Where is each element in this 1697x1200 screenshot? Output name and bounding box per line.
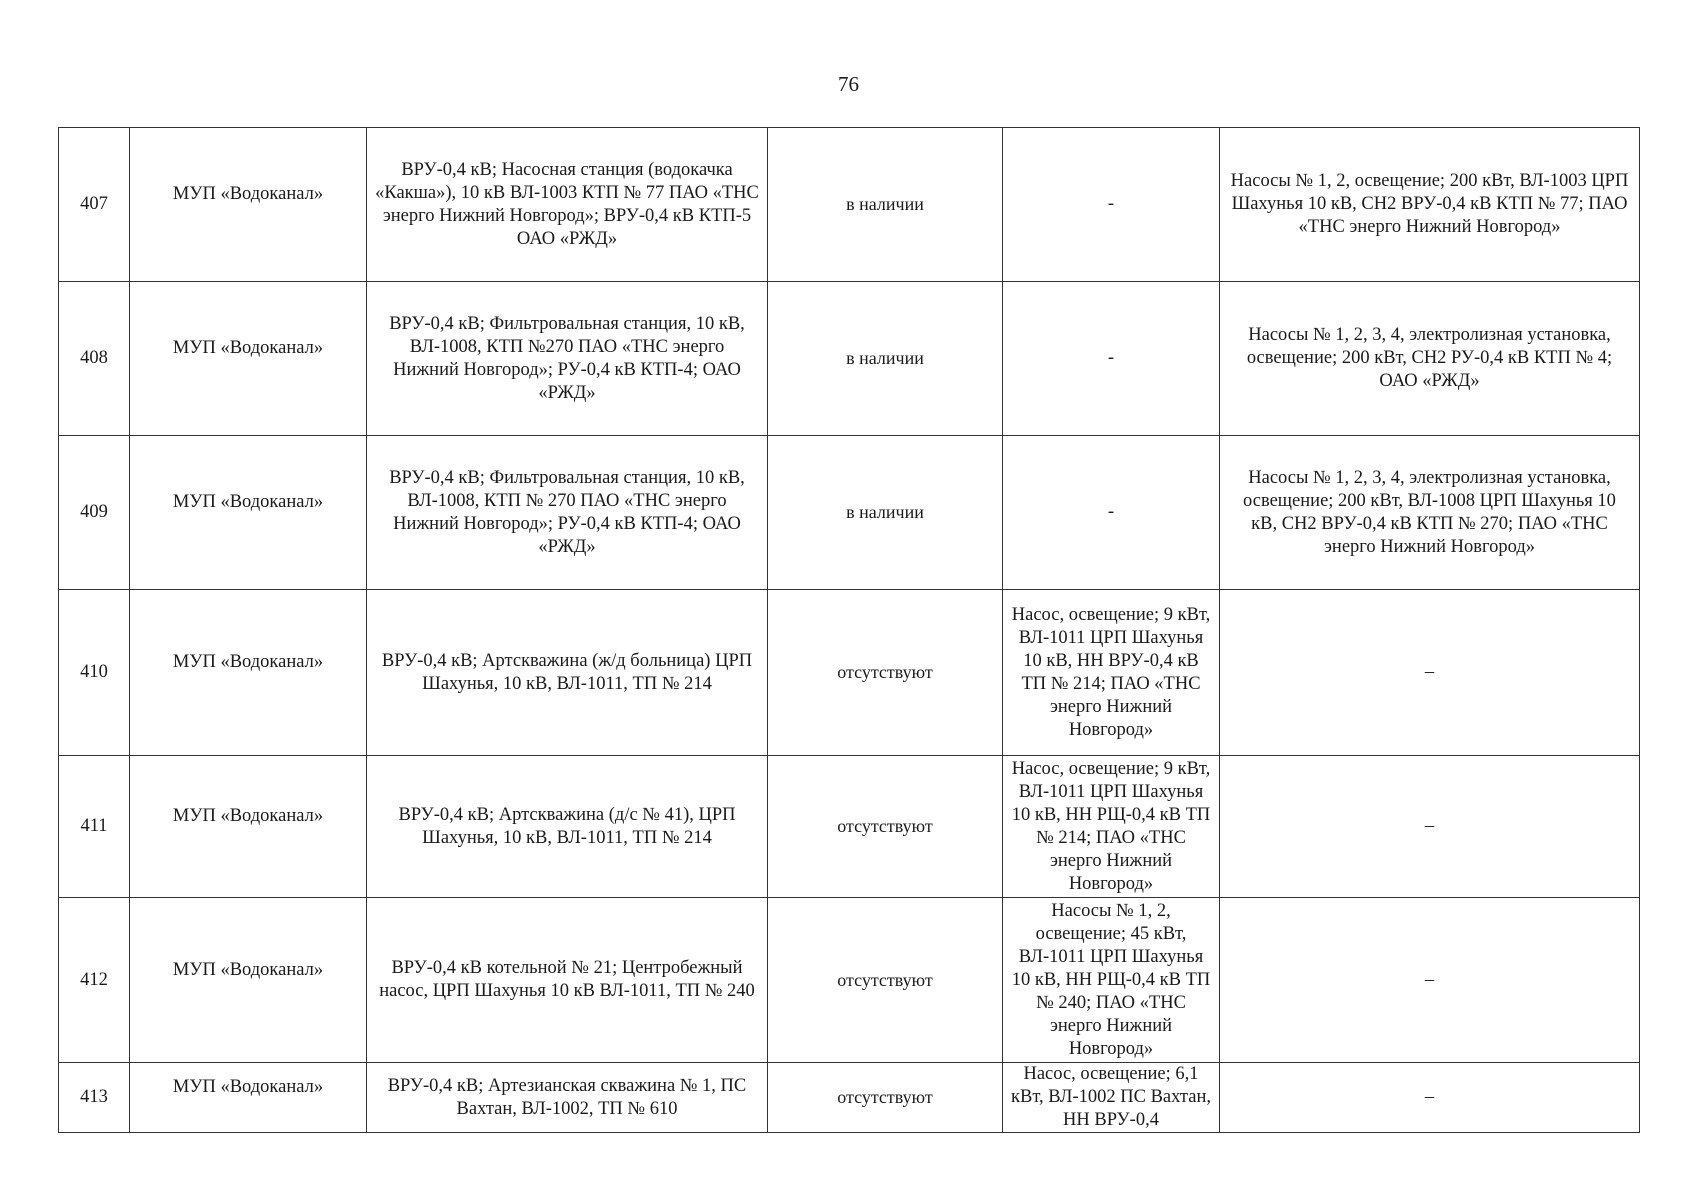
equipment-cell: Насос, освещение; 6,1 кВт, ВЛ-1002 ПС Вахтан, НН ВРУ-0,4 [1003,1063,1220,1133]
table-row [59,1063,1640,1133]
table-row [59,128,1640,282]
organization-name: МУП «Водоканал» [172,806,324,826]
organization-cell [130,756,367,898]
organization-name: МУП «Водоканал» [172,1077,324,1097]
object-cell: ВРУ-0,4 кВ; Фильтровальная станция, 10 кВ, ВЛ-1008, КТП № 270 ПАО «ТНС энерго Нижний Новгород»; РУ-0,4 кВ КТП-4; ОАО «РЖД» [367,436,768,590]
organization-cell [130,590,367,756]
equipment-cell: Насос, освещение; 9 кВт, ВЛ-1011 ЦРП Шахунья 10 кВ, НН ВРУ-0,4 кВ ТП № 214; ПАО «ТНС энерго Нижний Новгород» [1003,590,1220,756]
organization-cell [130,282,367,436]
status-cell: в наличии [768,436,1003,590]
equipment-cell: Насосы № 1, 2, освещение; 45 кВт, ВЛ-1011 ЦРП Шахунья 10 кВ, НН РЩ-0,4 кВ ТП № 240; ПАО «ТНС энерго Нижний Новгород» [1003,898,1220,1063]
row-number: 409 [59,436,130,590]
equipment-cell-alt: – [1220,898,1640,1063]
table-row [59,436,1640,590]
equipment-cell-alt: Насосы № 1, 2, 3, 4, электролизная установка, освещение; 200 кВт, СН2 РУ-0,4 кВ КТП № 4; ОАО «РЖД» [1220,282,1640,436]
row-number: 411 [59,756,130,898]
equipment-cell-alt: – [1220,756,1640,898]
equipment-cell-alt: Насосы № 1, 2, 3, 4, электролизная установка, освещение; 200 кВт, ВЛ-1008 ЦРП Шахунья 10 кВ, СН2 ВРУ-0,4 кВ КТП № 270; ПАО «ТНС энерго Нижний Новгород» [1220,436,1640,590]
organization-name: МУП «Водоканал» [172,184,324,204]
table-row [59,898,1640,1063]
row-number: 407 [59,128,130,282]
equipment-cell-alt: Насосы № 1, 2, освещение; 200 кВт, ВЛ-1003 ЦРП Шахунья 10 кВ, СН2 ВРУ-0,4 кВ КТП № 77; ПАО «ТНС энерго Нижний Новгород» [1220,128,1640,282]
equipment-cell: Насос, освещение; 9 кВт, ВЛ-1011 ЦРП Шахунья 10 кВ, НН РЩ-0,4 кВ ТП № 214; ПАО «ТНС энерго Нижний Новгород» [1003,756,1220,898]
organization-name: МУП «Водоканал» [172,338,324,358]
equipment-cell: - [1003,128,1220,282]
equipment-cell: - [1003,282,1220,436]
page-number: 76 [838,72,859,96]
status-cell: отсутствуют [768,1063,1003,1133]
organization-cell [130,1063,367,1133]
row-number: 413 [59,1063,130,1133]
table-row [59,590,1640,756]
table-row [59,756,1640,898]
object-cell: ВРУ-0,4 кВ; Фильтровальная станция, 10 кВ, ВЛ-1008, КТП №270 ПАО «ТНС энерго Нижний Новгород»; РУ-0,4 кВ КТП-4; ОАО «РЖД» [367,282,768,436]
row-number: 410 [59,590,130,756]
table-row [59,282,1640,436]
status-cell: отсутствуют [768,590,1003,756]
object-cell: ВРУ-0,4 кВ; Насосная станция (водокачка «Какша»), 10 кВ ВЛ-1003 КТП № 77 ПАО «ТНС энерго Нижний Новгород»; ВРУ-0,4 кВ КТП-5 ОАО «РЖД» [367,128,768,282]
equipment-cell-alt: – [1220,1063,1640,1133]
organization-name: МУП «Водоканал» [172,652,324,672]
status-cell: в наличии [768,282,1003,436]
object-cell: ВРУ-0,4 кВ; Артезианская скважина № 1, ПС Вахтан, ВЛ-1002, ТП № 610 [367,1063,768,1133]
object-cell: ВРУ-0,4 кВ; Артскважина (ж/д больница) ЦРП Шахунья, 10 кВ, ВЛ-1011, ТП № 214 [367,590,768,756]
object-cell: ВРУ-0,4 кВ котельной № 21; Центробежный насос, ЦРП Шахунья 10 кВ ВЛ-1011, ТП № 240 [367,898,768,1063]
status-cell: отсутствуют [768,898,1003,1063]
status-cell: в наличии [768,128,1003,282]
status-cell: отсутствуют [768,756,1003,898]
equipment-cell: - [1003,436,1220,590]
organization-cell [130,436,367,590]
organization-cell [130,128,367,282]
organization-cell [130,898,367,1063]
equipment-cell-alt: – [1220,590,1640,756]
object-cell: ВРУ-0,4 кВ; Артскважина (д/с № 41), ЦРП Шахунья, 10 кВ, ВЛ-1011, ТП № 214 [367,756,768,898]
data-table [58,127,1640,1133]
organization-name: МУП «Водоканал» [172,492,324,512]
row-number: 412 [59,898,130,1063]
row-number: 408 [59,282,130,436]
organization-name: МУП «Водоканал» [172,959,324,980]
